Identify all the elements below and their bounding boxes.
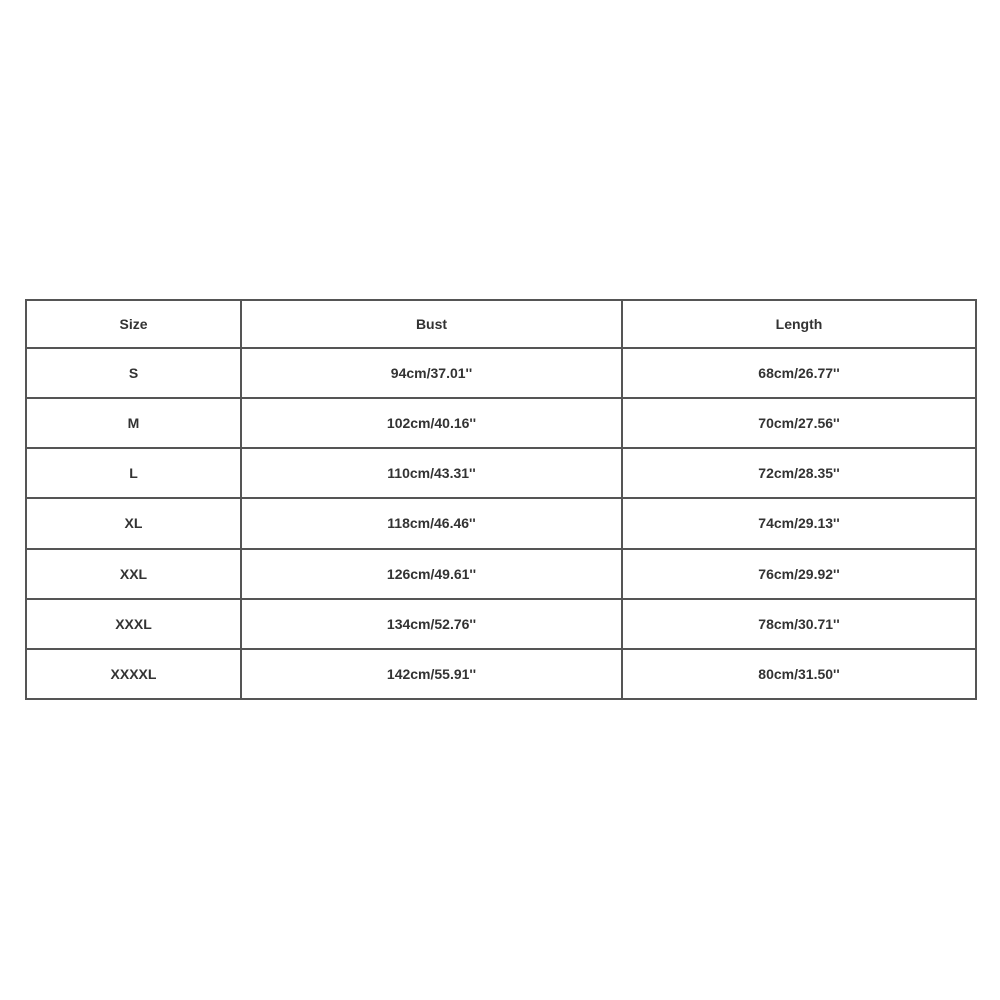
cell-length: 68cm/26.77'' [622,348,976,398]
cell-bust: 94cm/37.01'' [241,348,622,398]
table-row [26,348,976,398]
cell-bust: 134cm/52.76'' [241,599,622,649]
cell-bust: 126cm/49.61'' [241,549,622,599]
cell-size: S [26,348,241,398]
header-row [26,300,976,348]
cell-size: M [26,398,241,448]
header-size: Size [26,300,241,348]
cell-length: 78cm/30.71'' [622,599,976,649]
table-row [26,599,976,649]
table-row [26,448,976,498]
table-body [26,348,976,699]
cell-size: L [26,448,241,498]
cell-size: XXXXL [26,649,241,699]
size-chart-table [25,299,977,700]
cell-length: 72cm/28.35'' [622,448,976,498]
table-header [26,300,976,348]
header-bust: Bust [241,300,622,348]
cell-length: 74cm/29.13'' [622,498,976,548]
table-row [26,398,976,448]
table-row [26,498,976,548]
cell-bust: 142cm/55.91'' [241,649,622,699]
header-length: Length [622,300,976,348]
table-row [26,649,976,699]
cell-length: 76cm/29.92'' [622,549,976,599]
cell-size: XXXL [26,599,241,649]
cell-length: 80cm/31.50'' [622,649,976,699]
cell-size: XXL [26,549,241,599]
cell-size: XL [26,498,241,548]
cell-bust: 102cm/40.16'' [241,398,622,448]
table-row [26,549,976,599]
cell-bust: 118cm/46.46'' [241,498,622,548]
cell-bust: 110cm/43.31'' [241,448,622,498]
cell-length: 70cm/27.56'' [622,398,976,448]
